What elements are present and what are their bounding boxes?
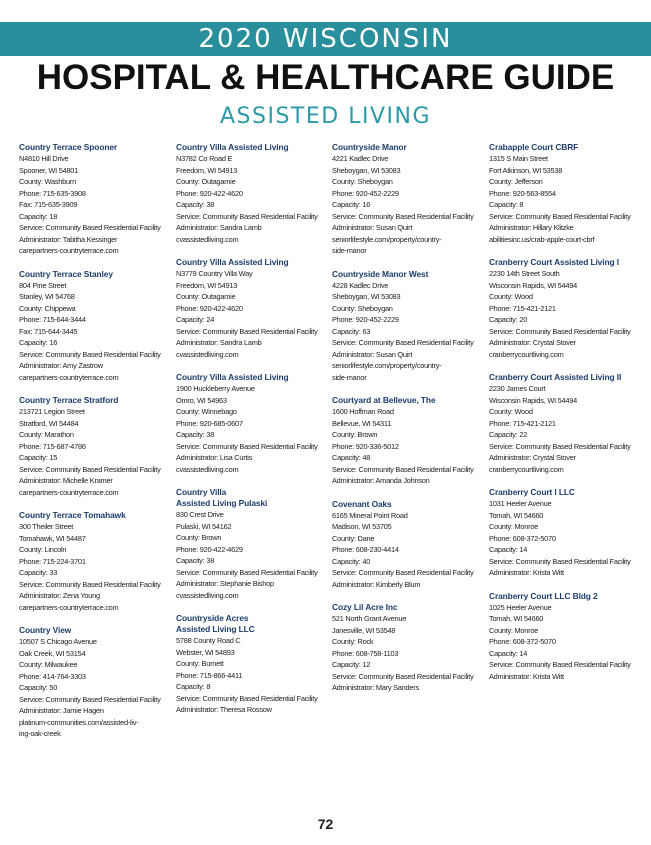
facility-detail: Spooner, WI 54801	[19, 165, 79, 175]
facility-name: Country Terrace Stanley	[19, 268, 113, 279]
facility-detail: Tomah, WI 54660	[489, 510, 544, 520]
facility-detail: cvassistedliving.com	[176, 464, 239, 474]
facility-detail: 830 Crest Drive	[176, 510, 224, 519]
header-banner	[0, 22, 651, 56]
facility-name: Assisted Living Pulaski	[176, 498, 268, 508]
facility-detail: County: Brown	[176, 533, 222, 542]
facility-entry	[489, 142, 639, 245]
facility-detail: Tomahawk, WI 54487	[19, 533, 86, 543]
facility-detail: Capacity: 15	[19, 453, 58, 462]
facility-detail: County: Lincoln	[19, 545, 67, 554]
facility-detail: County: Monroe	[489, 522, 539, 531]
facility-detail: 6165 Mineral Point Road	[332, 510, 408, 520]
facility-detail: Freedom, WI 54913	[176, 280, 238, 290]
facility-name: Country Terrace Stratford	[19, 395, 119, 405]
facility-detail: Fax: 715-635-3909	[19, 200, 78, 209]
facility-detail: Service: Community Based Residential Facility	[332, 671, 474, 681]
facility-detail: Capacity: 14	[489, 648, 528, 658]
facility-detail: County: Washburn	[19, 177, 76, 186]
facility-detail: Fort Atkinson, WI 53538	[489, 165, 563, 175]
facility-name: Country Villa Assisted Living	[176, 372, 289, 382]
facility-detail: carepartners-countryterrace.com	[19, 487, 119, 497]
facility-detail: Administrator: Crystal Stover	[489, 453, 576, 462]
facility-detail: 1031 Heeler Avenue	[489, 499, 552, 508]
facility-entry	[19, 395, 169, 498]
facility-detail: Freedom, WI 54913	[176, 165, 238, 175]
facility-detail: ing-oak-creek	[19, 729, 61, 738]
facility-entry	[19, 510, 169, 613]
facility-detail: Administrator: Sandra Lamb	[176, 338, 262, 347]
facility-detail: County: Monroe	[489, 625, 539, 635]
facility-detail: Phone: 715-866-4411	[176, 670, 243, 680]
facility-detail: Fax: 715-644-3445	[19, 326, 78, 336]
facility-detail: Capacity: 18	[19, 211, 58, 221]
facility-entry	[332, 269, 482, 384]
facility-detail: Service: Community Based Residential Facility	[489, 556, 631, 566]
facility-detail: Phone: 608-372-5070	[489, 533, 556, 543]
facility-detail: Administrator: Hillary Klitzke	[489, 223, 574, 232]
facility-detail: 1025 Heeler Avenue	[489, 602, 552, 612]
facility-entry	[489, 257, 639, 360]
facility-detail: 1900 Huckleberry Avenue	[176, 384, 255, 393]
facility-detail: Omro, WI 54963	[176, 395, 227, 405]
facility-detail: Capacity: 8	[489, 200, 524, 209]
page-number: 72	[317, 816, 334, 832]
facility-detail: Wisconsin Rapids, WI 54494	[489, 280, 577, 290]
facility-detail: N3782 Co Road E	[176, 154, 233, 163]
facility-detail: abilitiesinc.us/crab-apple-court-cbrf	[489, 234, 595, 244]
facility-detail: 4221 Kadlec Drive	[332, 154, 389, 163]
facility-detail: cranberrycourtliving.com	[489, 464, 564, 474]
facility-detail: Capacity: 38	[176, 200, 215, 209]
facility-detail: Phone: 715-644-3444	[19, 315, 86, 324]
facility-detail: Administrator: Zena Young	[19, 591, 100, 600]
facility-detail: Capacity: 16	[332, 200, 371, 209]
facility-detail: Service: Community Based Residential Facility	[489, 441, 631, 451]
guide-title: HOSPITAL & HEALTHCARE GUIDE	[36, 58, 615, 97]
facility-detail: seniorlifestyle.com/property/country-	[332, 361, 442, 370]
facility-entry	[176, 257, 326, 360]
banner-title: 2020 WISCONSIN	[198, 24, 453, 54]
facility-detail: County: Brown	[332, 430, 378, 439]
facility-detail: Capacity: 50	[19, 683, 58, 692]
facility-name: Countryside Manor	[332, 142, 407, 152]
facility-detail: Wisconsin Rapids, WI 54494	[489, 395, 577, 405]
facility-detail: cvassistedliving.com	[176, 349, 239, 359]
facility-detail: County: Burnett	[176, 659, 224, 668]
facility-detail: 300 Theiler Street	[19, 522, 74, 531]
facility-detail: Capacity: 24	[176, 315, 215, 324]
facility-entry	[19, 142, 169, 257]
facility-detail: 4228 Kadlec Drive	[332, 280, 389, 290]
facility-name: Countryside Acres	[176, 613, 249, 623]
facility-entry	[332, 395, 482, 487]
facility-detail: Capacity: 12	[332, 660, 371, 669]
facility-detail: Service: Community Based Residential Facility	[176, 211, 318, 221]
listing-columns	[19, 142, 639, 802]
facility-detail: County: Wood	[489, 407, 533, 416]
facility-detail: Administrator: Susan Quirt	[332, 223, 413, 232]
facility-detail: Stratford, WI 54484	[19, 418, 79, 428]
facility-detail: Capacity: 14	[489, 545, 528, 554]
facility-detail: County: Chippewa	[19, 303, 76, 313]
facility-name: Cranberry Court Assisted Living I	[489, 257, 619, 267]
facility-entry	[176, 142, 326, 245]
facility-name: Cranberry Court LLC Bldg 2	[489, 590, 598, 601]
facility-detail: Administrator: Krista Witt	[489, 671, 564, 681]
facility-detail: Phone: 608-758-1103	[332, 648, 399, 658]
facility-detail: Phone: 920-452-2229	[332, 315, 399, 324]
facility-detail: side-manor	[332, 246, 367, 255]
facility-detail: Madison, WI 53705	[332, 522, 392, 531]
facility-entry	[489, 591, 639, 683]
facility-detail: Service: Community Based Residential Facility	[19, 223, 161, 232]
facility-detail: Service: Community Based Residential Facility	[19, 349, 161, 359]
facility-detail: Service: Community Based Residential Facility	[176, 567, 318, 577]
facility-detail: Pulaski, WI 54162	[176, 521, 232, 531]
facility-detail: Service: Community Based Residential Facility	[19, 579, 161, 589]
facility-detail: Oak Creek, WI 53154	[19, 648, 86, 658]
facility-entry	[332, 602, 482, 694]
facility-detail: Service: Community Based Residential Facility	[19, 694, 161, 704]
facility-name: Courtyard at Bellevue, The	[332, 395, 436, 405]
facility-entry	[332, 499, 482, 591]
facility-detail: Administrator: Michelle Kramer	[19, 476, 113, 485]
facility-detail: Phone: 715-421-2121	[489, 418, 556, 428]
section-title: ASSISTED LIVING	[220, 104, 431, 129]
facility-detail: 521 North Grant Avenue	[332, 614, 407, 623]
facility-detail: County: Winnebago	[176, 407, 237, 416]
facility-detail: Administrator: Amy Zastrow	[19, 361, 103, 370]
facility-detail: Administrator: Krista Witt	[489, 568, 564, 577]
facility-name: Cranberry Court Assisted Living II	[489, 372, 622, 382]
facility-detail: Capacity: 48	[332, 453, 371, 462]
facility-detail: Phone: 920-452-2229	[332, 188, 399, 198]
facility-detail: 5788 County Road C	[176, 636, 241, 645]
facility-detail: Sheboygan, WI 53083	[332, 165, 401, 175]
facility-detail: carepartners-countryterrace.com	[19, 602, 119, 612]
facility-entry	[332, 142, 482, 257]
facility-detail: Administrator: Stephanie Bishop	[176, 579, 274, 588]
facility-name: Countryside Manor West	[332, 268, 429, 279]
facility-detail: Phone: 715-421-2121	[489, 303, 556, 313]
facility-detail: cvassistedliving.com	[176, 590, 239, 600]
facility-entry	[176, 487, 326, 601]
facility-detail: 804 Pine Street	[19, 280, 67, 290]
facility-detail: Service: Community Based Residential Facility	[176, 326, 318, 336]
facility-detail: Capacity: 20	[489, 315, 528, 324]
facility-detail: Capacity: 40	[332, 556, 371, 566]
facility-detail: Capacity: 22	[489, 430, 528, 439]
facility-detail: Phone: 715-687-4786	[19, 441, 86, 451]
facility-detail: County: Outagamie	[176, 177, 236, 186]
facility-detail: Capacity: 8	[176, 682, 211, 691]
facility-detail: side-manor	[332, 372, 367, 382]
listing-column-4	[489, 142, 639, 694]
facility-detail: Phone: 920-685-0607	[176, 418, 243, 428]
facility-detail: County: Wood	[489, 292, 533, 301]
facility-entry	[176, 372, 326, 475]
facility-name: Country View	[19, 625, 72, 635]
facility-detail: Service: Community Based Residential Facility	[489, 326, 631, 336]
facility-entry	[489, 487, 639, 579]
facility-detail: Capacity: 38	[176, 556, 215, 565]
facility-detail: N3779 Country Villa Way	[176, 269, 253, 278]
facility-detail: Webster, WI 54893	[176, 647, 235, 657]
facility-detail: Service: Community Based Residential Facility	[332, 568, 474, 577]
facility-name: Country Villa	[176, 487, 227, 497]
facility-detail: Capacity: 38	[176, 430, 215, 439]
facility-detail: Tomah, WI 54660	[489, 614, 544, 623]
facility-name: Crabapple Court CBRF	[489, 142, 579, 152]
facility-name: Covenant Oaks	[332, 498, 392, 509]
facility-detail: Phone: 414-764-3303	[19, 671, 86, 681]
facility-detail: 2230 14th Street South	[489, 269, 560, 278]
facility-name: Country Villa Assisted Living	[176, 257, 289, 267]
listing-column-1	[19, 142, 169, 752]
facility-detail: Phone: 920-336-5012	[332, 441, 399, 451]
facility-detail: Service: Community Based Residential Facility	[332, 338, 474, 347]
facility-detail: seniorlifestyle.com/property/country-	[332, 234, 442, 244]
facility-name: Cranberry Court I LLC	[489, 487, 575, 497]
facility-detail: N4810 Hill Drive	[19, 154, 69, 163]
facility-name: Country Terrace Tomahawk	[19, 510, 126, 520]
facility-detail: Administrator: Susan Quirt	[332, 349, 413, 359]
facility-detail: Service: Community Based Residential Facility	[332, 464, 474, 474]
facility-detail: Service: Community Based Residential Facility	[489, 660, 631, 669]
facility-detail: Service: Community Based Residential Facility	[489, 211, 631, 221]
facility-detail: County: Milwaukee	[19, 660, 78, 669]
facility-detail: Capacity: 33	[19, 568, 58, 577]
facility-detail: County: Jefferson	[489, 177, 543, 186]
facility-detail: Janesville, WI 53548	[332, 625, 396, 635]
facility-detail: Administrator: Sandra Lamb	[176, 223, 262, 232]
facility-detail: cranberrycourtliving.com	[489, 349, 564, 359]
facility-detail: Bellevue, WI 54311	[332, 418, 392, 428]
facility-detail: carepartners-countryterrace.com	[19, 372, 119, 382]
facility-name: Country Villa Assisted Living	[176, 142, 289, 152]
facility-name: Country Terrace Spooner	[19, 142, 118, 152]
facility-detail: 1315 S Main Street	[489, 154, 548, 163]
facility-detail: Sheboygan, WI 53083	[332, 292, 401, 301]
listing-column-2	[176, 142, 326, 728]
facility-detail: Administrator: Kimberly Blum	[332, 579, 421, 589]
facility-detail: Service: Community Based Residential Facility	[176, 693, 318, 703]
facility-detail: cvassistedliving.com	[176, 234, 239, 244]
facility-detail: County: Marathon	[19, 430, 74, 439]
facility-detail: Service: Community Based Residential Facility	[19, 464, 161, 474]
facility-detail: Administrator: Crystal Stover	[489, 338, 576, 347]
facility-detail: Administrator: Theresa Rossow	[176, 705, 272, 714]
facility-detail: County: Sheboygan	[332, 303, 393, 313]
facility-detail: Service: Community Based Residential Facility	[332, 211, 474, 221]
facility-detail: carepartners-countryterrace.com	[19, 246, 119, 255]
facility-detail: 213721 Legion Street	[19, 407, 85, 416]
facility-detail: Capacity: 16	[19, 338, 58, 347]
facility-detail: Capacity: 63	[332, 326, 371, 336]
facility-detail: Phone: 920-563-8554	[489, 188, 556, 198]
facility-detail: County: Rock	[332, 637, 374, 646]
facility-detail: 10507 S Chicago Avenue	[19, 637, 97, 646]
facility-detail: Administrator: Mary Sanders	[332, 683, 419, 692]
facility-entry	[19, 625, 169, 740]
listing-column-3	[332, 142, 482, 706]
facility-detail: Administrator: Amanda Johnson	[332, 476, 430, 485]
facility-detail: Phone: 608-230-4414	[332, 545, 399, 554]
facility-detail: Phone: 920-422-4629	[176, 544, 243, 554]
facility-entry	[176, 613, 326, 716]
facility-detail: Administrator: Tabitha Kessinger	[19, 234, 118, 244]
facility-detail: County: Dane	[332, 533, 375, 543]
facility-detail: Administrator: Jamie Hagen	[19, 706, 104, 715]
facility-detail: Phone: 715-635-3908	[19, 188, 86, 198]
facility-detail: Phone: 920-422-4620	[176, 188, 243, 198]
facility-detail: Administrator: Lisa Curtis	[176, 453, 253, 462]
facility-detail: 1600 Hoffman Road	[332, 407, 394, 416]
facility-detail: Phone: 608-372-5070	[489, 637, 556, 646]
facility-detail: platinum-communities.com/assisted-liv-	[19, 717, 139, 727]
facility-name: Assisted Living LLC	[176, 624, 255, 634]
facility-detail: Phone: 920-422-4620	[176, 303, 243, 313]
facility-detail: County: Outagamie	[176, 292, 236, 301]
facility-detail: Phone: 715-224-3701	[19, 556, 86, 566]
facility-detail: Stanley, WI 54768	[19, 292, 75, 301]
facility-detail: Service: Community Based Residential Facility	[176, 441, 318, 451]
facility-entry	[19, 269, 169, 384]
facility-name: Cozy Lil Acre Inc	[332, 602, 398, 612]
facility-entry	[489, 372, 639, 475]
facility-detail: County: Sheboygan	[332, 177, 393, 186]
facility-detail: 2230 James Court	[489, 384, 546, 393]
